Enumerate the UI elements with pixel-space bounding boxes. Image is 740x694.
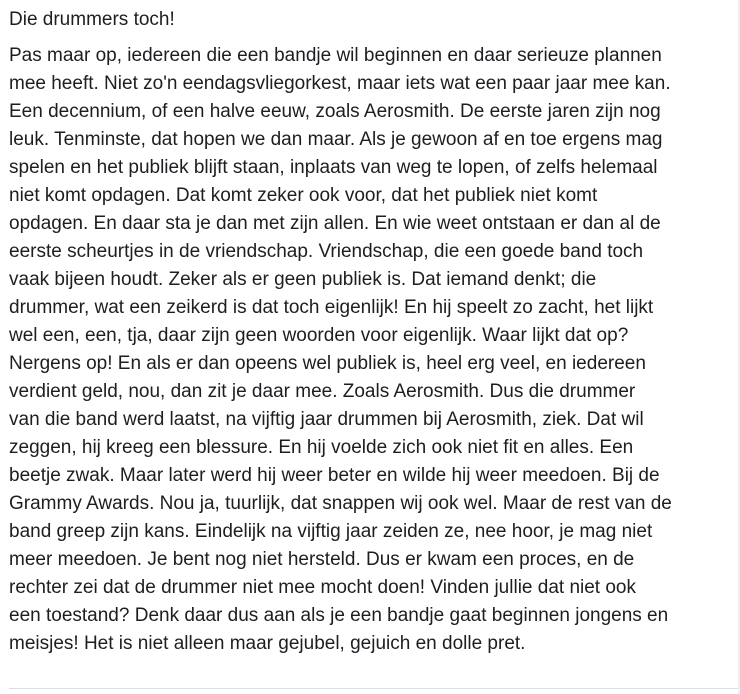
post-body-line: Een decennium, of een halve eeuw, zoals Aerosmith. De eerste jaren zijn nog (9, 101, 661, 122)
post-body (9, 42, 737, 658)
post-body-line: leuk. Tenminste, dat hopen we dan maar. Als je gewoon af en toe ergens mag (9, 129, 663, 150)
post-body-line: meisjes! Het is niet alleen maar gejubel, gejuich en dolle pret. (9, 633, 526, 654)
post-body-line: een toestand? Denk daar dus aan als je een bandje gaat beginnen jongens en (9, 605, 669, 626)
post-body-line: niet komt opdagen. Dat komt zeker ook voor, dat het publiek niet komt (9, 185, 598, 206)
post-body-line: meer meedoen. Je bent nog niet hersteld. Dus er kwam een proces, en de (9, 549, 635, 570)
post-body-line: Grammy Awards. Nou ja, tuurlijk, dat snappen wij ook wel. Maar de rest van de (9, 493, 672, 514)
post-body-line: drummer, wat een zeikerd is dat toch eigenlijk! En hij speelt zo zacht, het lijkt (9, 297, 654, 318)
post-body-line: wel een, een, tja, daar zijn geen woorden voor eigenlijk. Waar lijkt dat op? (9, 325, 629, 346)
post-body-line: Nergens op! En als er dan opeens wel publiek is, heel erg veel, en iedereen (9, 353, 646, 374)
post-body-line: zeggen, hij kreeg een blessure. En hij voelde zich ook niet fit en alles. Een (9, 437, 634, 458)
post-body-line: mee heeft. Niet zo'n eendagsvliegorkest, maar iets wat een paar jaar mee kan. (9, 73, 671, 94)
post-body-line: band greep zijn kans. Eindelijk na vijftig jaar zeiden ze, nee hoor, je mag niet (9, 521, 653, 542)
post-title: Die drummers toch! (9, 9, 175, 30)
post-divider (9, 688, 740, 689)
post-body-line: vaak bijeen houdt. Zeker als er geen publiek is. Dat iemand denkt; die (9, 269, 597, 290)
post-body-line: opdagen. En daar sta je dan met zijn allen. En wie weet ontstaan er dan al de (9, 213, 661, 234)
post-body-line: Pas maar op, iedereen die een bandje wil beginnen en daar serieuze plannen (9, 45, 662, 66)
post-body-line: verdient geld, nou, dan zit je daar mee. Zoals Aerosmith. Dus die drummer (9, 381, 636, 402)
post-body-line: spelen en het publiek blijft staan, inplaats van weg te lopen, of zelfs helemaal (9, 157, 658, 178)
post-body-line: beetje zwak. Maar later werd hij weer beter en wilde hij weer meedoen. Bij de (9, 465, 660, 486)
post-body-line: van die band werd laatst, na vijftig jaar drummen bij Aerosmith, ziek. Dat wil (9, 409, 644, 430)
post-body-line: eerste scheurtjes in de vriendschap. Vriendschap, die een goede band toch (9, 241, 644, 262)
post-body-line: rechter zei dat de drummer niet mee mocht doen! Vinden jullie dat niet ook (9, 577, 636, 598)
